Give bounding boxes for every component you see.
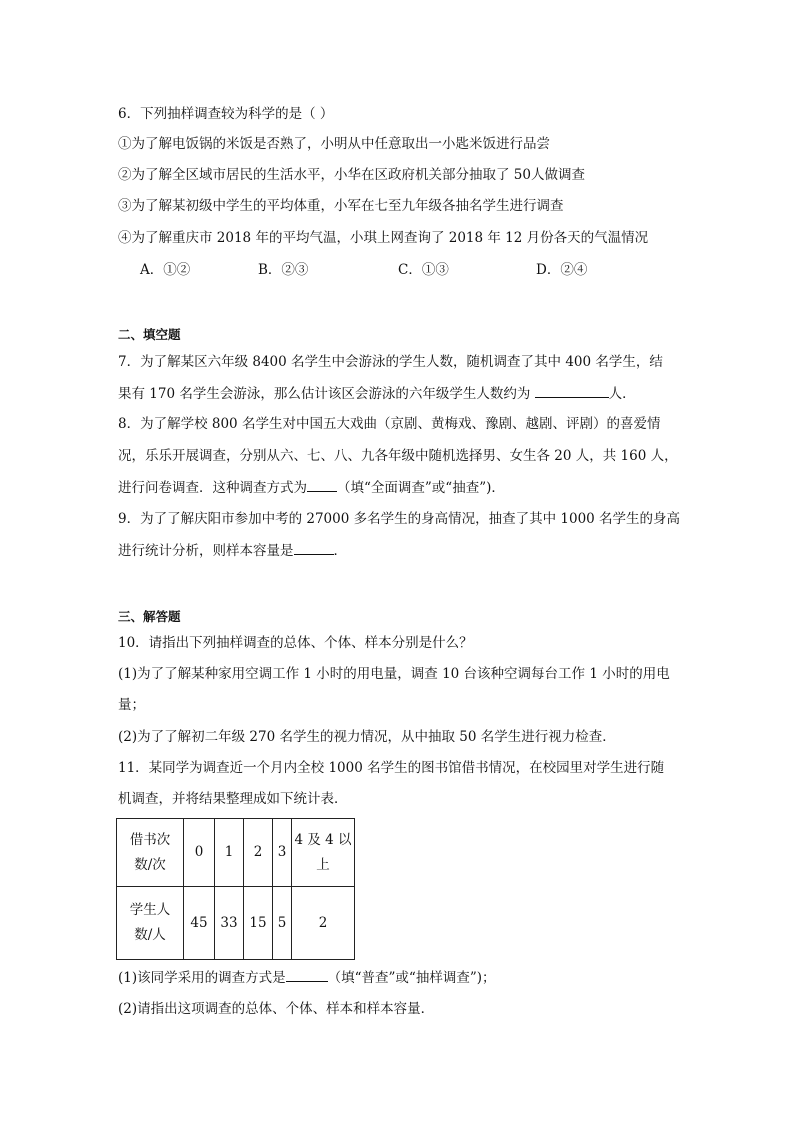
table-cell: 45	[184, 887, 215, 960]
q11-part-2: (2)请指出这项调查的总体、个体、样本和样本容量．	[118, 1001, 435, 1017]
table-cell: 1	[215, 819, 244, 887]
q10-part-2: (2)为了了解初二年级 270 名学生的视力情况，从中抽取 50 名学生进行视力检查．	[118, 729, 616, 745]
table-cell: 5	[273, 887, 292, 960]
q10-part-1-line-2: 量；	[118, 697, 145, 713]
table-cell: 3	[273, 819, 292, 887]
q7-answer-blank[interactable]	[535, 383, 609, 398]
q8-line-3-hint: （填“全面调查”或“抽查”)．	[337, 480, 505, 496]
q6-option-b: B．②③	[258, 262, 309, 278]
q6-item-3: ③为了解某初级中学生的平均体重，小军在七至九年级各抽名学生进行调查	[118, 198, 564, 214]
borrowing-stats-table	[116, 818, 355, 960]
table-cell-4-and-above: 4 及 4 以 上	[292, 819, 355, 887]
q9-answer-blank[interactable]	[294, 540, 334, 555]
q7-line-1: 7．为了解某区六年级 8400 名学生中会游泳的学生人数，随机调查了其中 400 名学生，结	[118, 354, 663, 370]
q6-item-1: ①为了解电饭锅的米饭是否熟了，小明从中任意取出一小匙米饭进行品尝	[118, 136, 550, 152]
q11-part-1-hint: （填“普查”或“抽样调查”)；	[327, 970, 496, 986]
q9-line-2-end: ．	[333, 543, 347, 559]
q8-line-3	[118, 477, 505, 498]
q8-line-3-text: 进行问卷调查．这种调查方式为	[118, 480, 307, 496]
table-cell: 33	[215, 887, 244, 960]
q6-option-a: A．①②	[140, 262, 191, 278]
q9-line-2-text: 进行统计分析，则样本容量是	[118, 543, 294, 559]
q7-line-2	[118, 383, 636, 404]
table-cell: 2	[244, 819, 273, 887]
q6-option-c: C．①③	[398, 262, 449, 278]
q6-option-d: D．②④	[536, 262, 588, 278]
q11-line-2: 机调查，并将结果整理成如下统计表．	[118, 791, 348, 807]
q9-line-1: 9．为了了解庆阳市参加中考的 27000 多名学生的身高情况，抽查了其中 1000 名学生的身高	[118, 511, 681, 527]
table-cell: 15	[244, 887, 273, 960]
q9-line-2	[118, 540, 347, 561]
q8-answer-blank[interactable]	[307, 477, 337, 492]
q6-item-4: ④为了解重庆市 2018 年的平均气温，小琪上网查询了 2018 年 12 月份各天的气温情况	[118, 230, 649, 246]
q11-part-1	[118, 967, 496, 988]
table-cell: 0	[184, 819, 215, 887]
table-row	[117, 819, 355, 887]
q7-line-2-unit: 人．	[608, 386, 636, 402]
q7-line-2-text: 果有 170 名学生会游泳，那么估计该区会游泳的六年级学生人数约为	[118, 386, 535, 402]
q6-item-2: ②为了解全区域市居民的生活水平，小华在区政府机关部分抽取了 50人做调查	[118, 167, 585, 183]
q6-stem: 6．下列抽样调查较为科学的是（ ）	[118, 106, 334, 122]
q11-line-1: 11．某同学为调查近一个月内全校 1000 名学生的图书馆借书情况，在校园里对学生进行随	[118, 760, 665, 776]
section-answer-heading: 三、解答题	[118, 609, 181, 624]
q8-line-2: 况，乐乐开展调查，分别从六、七、八、九各年级中随机选择男、女生各 20 人，共 160 人，	[118, 448, 678, 464]
q10-stem: 10．请指出下列抽样调查的总体、个体、样本分别是什么？	[118, 635, 473, 651]
q11-part-1-text: (1)该同学采用的调查方式是	[118, 970, 286, 986]
q10-part-1-line-1: (1)为了了解某种家用空调工作 1 小时的用电量，调查 10 台该种空调每台工作 1 小时的用电	[118, 666, 670, 682]
section-fill-blank-heading: 二、填空题	[118, 327, 181, 342]
table-row	[117, 887, 355, 960]
table-header-borrow-count: 借书次 数/次	[117, 819, 184, 887]
table-cell: 2	[292, 887, 355, 960]
q8-line-1: 8．为了解学校 800 名学生对中国五大戏曲（京剧、黄梅戏、豫剧、越剧、评剧）的喜爱情	[118, 416, 661, 432]
table-header-student-count: 学生人 数/人	[117, 887, 184, 960]
q11-answer-blank[interactable]	[286, 967, 328, 982]
